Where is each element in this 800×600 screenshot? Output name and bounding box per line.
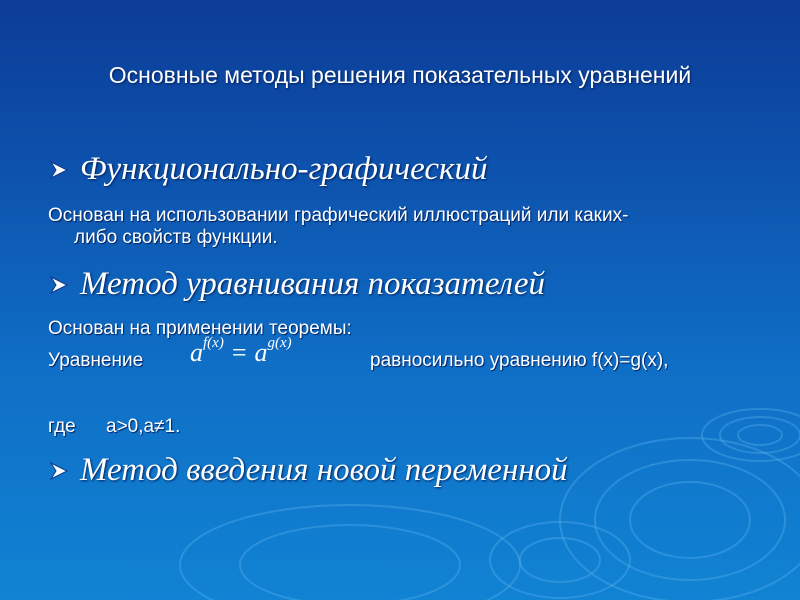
equation-prefix: Уравнение bbox=[48, 350, 144, 371]
method-2-heading-row bbox=[48, 266, 545, 303]
formula-base-right: a bbox=[254, 338, 268, 367]
method-3-heading: Метод введения новой переменной bbox=[80, 452, 568, 488]
arrow-right-icon bbox=[48, 460, 70, 482]
condition: a>0,a≠1. bbox=[106, 416, 181, 437]
formula-exponent-right: g(x) bbox=[267, 335, 292, 351]
equation-suffix: равносильно уравнению f(x)=g(x), bbox=[370, 350, 669, 371]
formula-exponent-left: f(x) bbox=[203, 335, 224, 351]
arrow-right-icon bbox=[48, 159, 70, 181]
method-1-description bbox=[48, 205, 628, 249]
condition-where: где bbox=[48, 416, 76, 437]
formula-base-left: a bbox=[190, 338, 203, 367]
formula bbox=[190, 335, 292, 368]
method-1-heading-row bbox=[48, 151, 487, 188]
method-1-heading: Функционально-графический bbox=[80, 151, 488, 187]
slide-title: Основные методы решения показательных уравнений bbox=[108, 62, 692, 88]
method-2-theorem-intro: Основан на применении теоремы: bbox=[48, 318, 352, 339]
formula-equals: = bbox=[231, 338, 247, 367]
method-2-heading: Метод уравнивания показателей bbox=[80, 266, 546, 302]
arrow-right-icon bbox=[48, 274, 70, 296]
method-3-heading-row bbox=[48, 452, 568, 489]
method-1-description-line1: Основан на использовании графический иллюстраций или каких- bbox=[48, 205, 629, 226]
method-1-description-line2: либо свойств функции. bbox=[74, 227, 278, 248]
